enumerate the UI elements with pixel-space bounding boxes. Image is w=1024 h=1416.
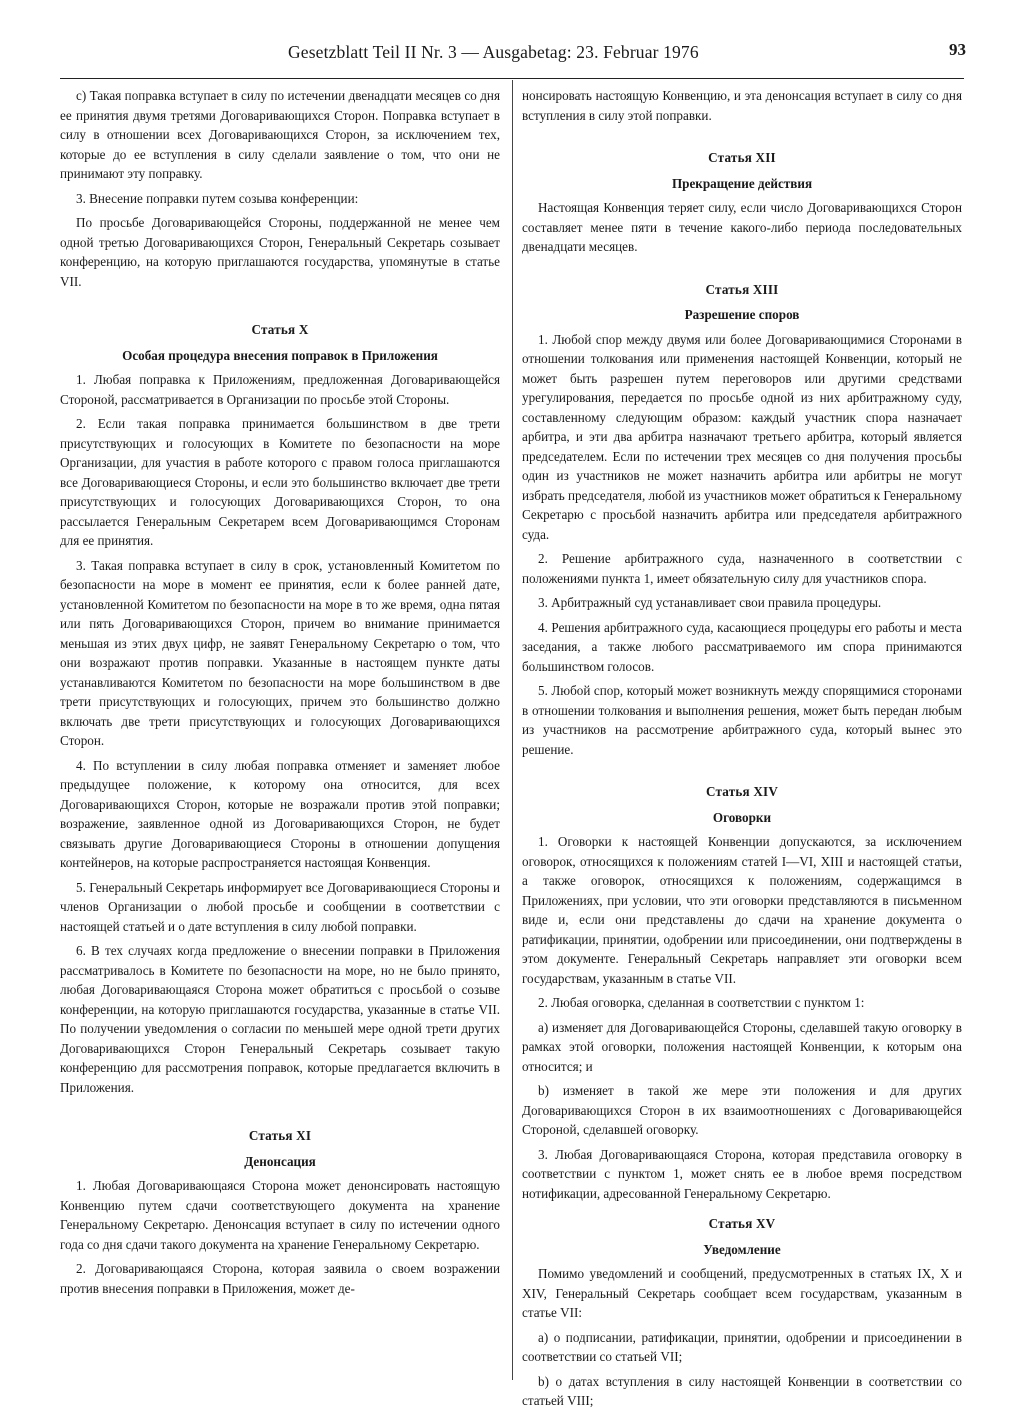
paragraph: 2. Договаривающаяся Сторона, которая заявила о своем возражении против внесения поправки в Приложения, может де-: [60, 1261, 500, 1296]
page-header: [60, 38, 966, 68]
article-heading: Статья XIV: [705, 784, 779, 799]
header-title: Gesetzblatt Teil II Nr. 3 — Ausgabetag: 23. Februar 1976: [288, 42, 699, 62]
header-rule: [60, 78, 964, 79]
paragraph: Настоящая Конвенция теряет силу, если число Договаривающихся Сторон составляет менее пяти в течение какого-либо периода последовательных двенадцати месяцев.: [522, 200, 962, 254]
paragraph: 3. Арбитражный суд устанавливает свои правила процедуры.: [538, 595, 882, 610]
paragraph: a) о подписании, ратификации, принятии, одобрении и присоединении в соответствии со статьей VII;: [522, 1329, 962, 1364]
paragraph: 2. Если такая поправка принимается большинством в две трети присутствующих и голосующих в Комитете по безопасности на море Организации, для участия в работе которого с правом голоса приглашаются все Договаривающиеся Стороны, и если это большинство включает две трети присутствующих и голосующих Договаривающихся Сторон, то она рассылается Генеральным Секретарем всем Договаривающимся Сторонам для ее принятия.: [60, 416, 500, 548]
paragraph: 1. Любая Договаривающаяся Сторона может денонсировать настоящую Конвенцию путем сдачи соответствующего документа на хранение Генеральному Секретарю. Денонсация вступает в силу по истечении одного года со дня сдачи такого документа на хранение Генеральному Секретарю.: [60, 1178, 500, 1252]
page-number: 93: [949, 40, 966, 59]
paragraph: 1. Любой спор между двумя или более Договаривающимися Сторонами в отношении толкования или применения настоящей Конвенции, который не может быть разрешен путем переговоров или другими средствами урегулирования, передается по просьбе одной из них арбитражному суду, составленному следующим образом: каждый участник спора назначает арбитра, и эти два арбитра назначают третьего арбитра, который является председателем. Если по истечении трех месяцев со дня получения просьбы один из участников не может назначить арбитра или арбитры не могут избрать председателя, любой из участников может обратиться к Генеральному Секретарю с просьбой назначить арбитра или председателя арбитражного суда.: [522, 331, 962, 542]
article-title: Денонсация: [244, 1153, 316, 1169]
paragraph: 1. Любая поправка к Приложениям, предложенная Договаривающейся Стороной, рассматривается в Организации по просьбе этой Стороны.: [60, 372, 500, 407]
paragraph: Помимо уведомлений и сообщений, предусмотренных в статьях IX, X и XIV, Генеральный Секретарь сообщает всем государствам, указанным в статье VII:: [522, 1266, 962, 1320]
paragraph: 2. Любая оговорка, сделанная в соответствии с пунктом 1:: [538, 995, 865, 1010]
article-heading: Статья XI: [248, 1128, 312, 1143]
article-title: Особая процедура внесения поправок в Приложения: [122, 347, 438, 363]
article-title: Разрешение споров: [684, 307, 800, 322]
paragraph: 4. Решения арбитражного суда, касающиеся процедуры его работы и места заседания, а также любого рассматриваемого им спора принимаются большинством голосов.: [522, 619, 962, 674]
article-title: Уведомление: [703, 1241, 781, 1257]
paragraph: 3. Любая Договаривающаяся Сторона, которая представила оговорку в соответствии с пунктом 1, может снять ее в любое время посредством нотификации, адресованной Генеральному Секретарю.: [522, 1146, 962, 1201]
article-heading: Статья XIII: [705, 281, 779, 297]
article-title: Прекращение действия: [671, 175, 813, 191]
paragraph: 3. Такая поправка вступает в силу в срок, установленный Комитетом по безопасности на море в момент ее принятия, если к более ранней дате, установленной Комитетом по безопасности на море в то же время, одна пятая или пять Договаривающихся Сторон, причем во внимание принимается меньшая из этих двух цифр, не заявят Генеральному Секретарю о том, что они возражают против поправки. Указанные в настоящем пункте даты устанавливаются Комитетом по безопасности на море большинством в две трети присутствующих и голосующих, причем это большинство должно включать две трети присутствующих и голосующих Договаривающихся Сторон.: [60, 557, 500, 748]
paragraph: 3. Внесение поправки путем созыва конференции:: [76, 190, 359, 206]
paragraph: 4. По вступлении в силу любая поправка отменяет и заменяет любое предыдущее положение, к которому она относится, для всех Договаривающихся Сторон, которые не возражали против этой поправки; возражение, заявленное одной из Договаривающихся Сторон, не будет связывать другие Договаривающиеся Стороны в отношении допущения контейнеров, на которые распространяется настоящая Конвенция.: [60, 757, 500, 870]
paragraph: b) изменяет в такой же мере эти положения и для других Договаривающихся Сторон в их взаимоотношениях с Договаривающейся Стороной, сделавшей оговорку.: [522, 1083, 962, 1137]
paragraph: c) Такая поправка вступает в силу по истечении двенадцати месяцев со дня ее принятия двумя третями Договаривающихся Сторон. Поправка вступает в силу в отношении всех Договаривающихся Сторон, за исключением тех, которые до ее вступления в силу сделали заявление о том, что они не принимают эту поправку.: [60, 88, 500, 181]
article-heading: Статья XII: [708, 150, 776, 165]
left-column: [60, 86, 500, 1303]
paragraph: 5. Генеральный Секретарь информирует все Договаривающиеся Стороны и членов Организации о любой просьбе и сообщении в соответствии с настоящей статьей и о дате вступления в силу любой поправки.: [60, 879, 500, 934]
paragraph: 5. Любой спор, который может возникнуть между спорящимися сторонами в отношении толкования и выполнения решения, может быть передан любым из участников на рассмотрение арбитражного суда, который вынес это решение.: [522, 683, 962, 757]
paragraph: b) о датах вступления в силу настоящей Конвенции в соответствии со статьей VIII;: [522, 1373, 962, 1408]
article-heading: Статья X: [251, 322, 309, 337]
paragraph: 2. Решение арбитражного суда, назначенного в соответствии с положениями пункта 1, имеет обязательную силу для участников спора.: [522, 551, 962, 586]
paragraph: По просьбе Договаривающейся Стороны, поддержанной не менее чем одной третью Договаривающихся Сторон, Генеральный Секретарь созывает конференцию, на которую приглашаются государства, упомянутые в статье VII.: [60, 215, 500, 289]
right-column: [522, 86, 962, 1416]
article-heading: Статья XV: [708, 1216, 776, 1231]
paragraph: нонсировать настоящую Конвенцию, и эта денонсация вступает в силу со дня вступления в силу этой поправки.: [522, 88, 962, 123]
paragraph: 1. Оговорки к настоящей Конвенции допускаются, за исключением оговорок, относящихся к положениям статей I—VI, XIII и настоящей статьи, а также оговорок, относящихся к положениям, содержащимся в Приложениях, при условии, что эти оговорки представляются в письменном виде и, если они представлены до сдачи на хранение документа о ратификации, принятии, одобрении или присоединении, они подтверждены в этом документе. Генеральный Секретарь направляет эти оговорки всем государствам, указанным в статье VII.: [522, 834, 962, 986]
paragraph: 6. В тех случаях когда предложение о внесении поправки в Приложения рассматривалось в Комитете по безопасности на море, но не было принято, любая Договаривающаяся Сторона может обратиться с просьбой о созыве конференции, на которую приглашаются государства, указанные в статье VII. По получении уведомления о согласии по меньшей мере одной трети других Договаривающихся Сторон Генеральный Секретарь созывает такую конференцию для рассмотрения поправок, которые предлагается включить в Приложения.: [60, 943, 500, 1095]
paragraph: a) изменяет для Договаривающейся Стороны, сделавшей такую оговорку в рамках этой оговорки, положения настоящей Конвенции, к которым она относится; и: [522, 1019, 962, 1074]
column-divider: [512, 80, 513, 1380]
article-title: Оговорки: [712, 809, 772, 825]
